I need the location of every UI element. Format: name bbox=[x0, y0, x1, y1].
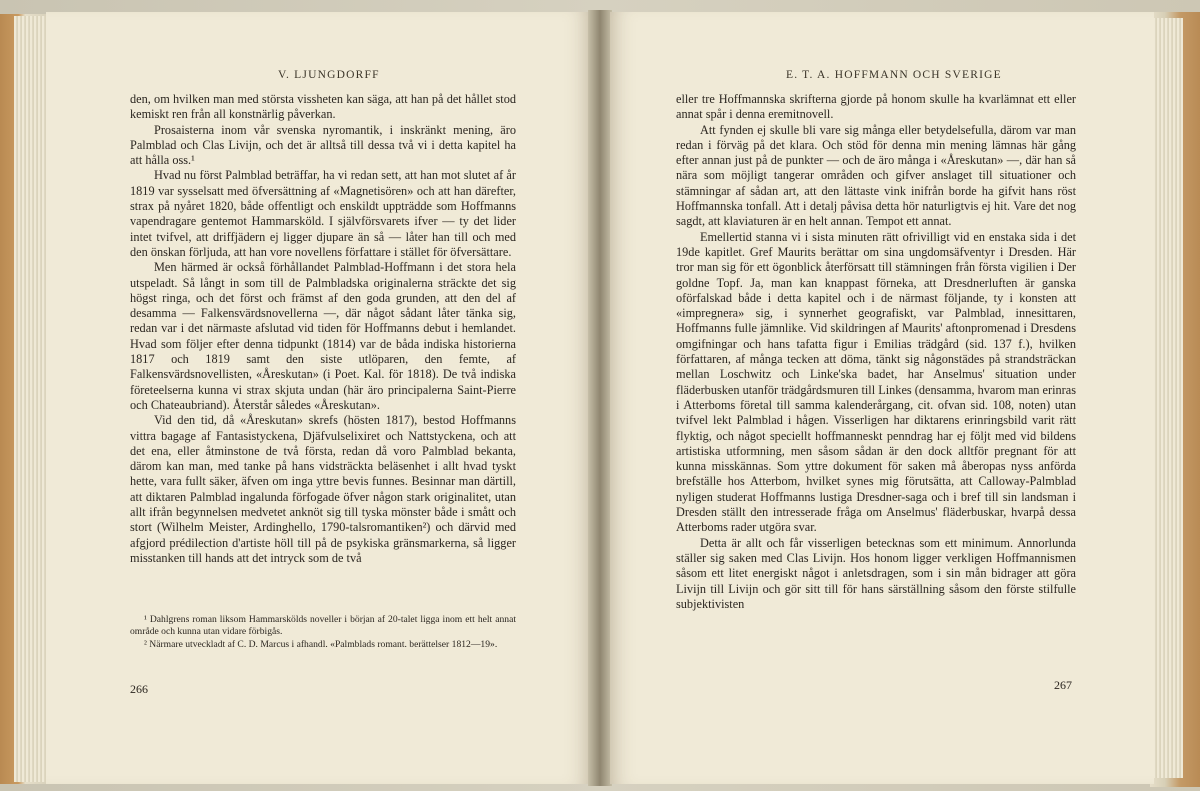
page-edges-right bbox=[1153, 18, 1183, 778]
page-edges-left bbox=[14, 16, 48, 782]
left-body bbox=[130, 92, 516, 566]
right-page-number: 267 bbox=[1054, 678, 1072, 692]
left-paragraph: Prosaisterna inom vår svenska nyromantik, i inskränkt mening, äro Palmblad och Clas Livijn, och det är alltså till dessa två vi i detta kapitel ha att hålla oss.¹ bbox=[130, 122, 516, 168]
left-paragraph: Vid den tid, då «Åreskutan» skrefs (hösten 1817), bestod Hoffmanns vittra bagage af Fantasistyckena, Djäfvulselixiret och Nattstyckena, och att det ena, eller åtminstone de två första, redan då voro Palmblad bekanta, därom kan man, med tanke på hans vidsträckta beläsenhet i allt hvad tyskt hette, vara fullt säker, äfven om inga yttre bevis funnes. Besinnar man därtill, att diktaren Palmblad ingalunda förfogade öfver någon stark originalitet, utan allt ifrån begynnelsen medvetet anknöt sig till tyska mönster både i smått och stort (Wilhelm Meister, Ardinghello, 1790-talsromantiken²) och därvid med afgjord prédilection d'artiste höll till på de psykiska gränsmarkerna, så ligger misstanken till hands att det intryck som de två bbox=[130, 413, 516, 565]
left-paragraph: Hvad nu först Palmblad beträffar, ha vi redan sett, att han mot slutet af år 1819 var sysselsatt med öfversättning af «Magnetisören» och att han därefter, strax på nyåret 1820, både offentligt och enskildt uppträdde som Hoffmanns vapendragare gentemot Hammarsköld. I självförsvarets ifver — ty det lider intet tvifvel, att driffjädern ej ligger djupare än så — låter han till och med den önskan förljuda, att han vore novellens författare i stället för öfversättare. bbox=[130, 168, 516, 259]
right-paragraph: Detta är allt och får visserligen betecknas som ett minimum. Annorlunda ställer sig saken med Clas Livijn. Hos honom ligger verkligen Hoffmannismen såsom ett litet energiskt något i anletsdragen, som i sin mån bidrager att göra Livijn till Livijn och gör sitt till för hans särställning såsom den förste stilfulle subjektivisten bbox=[676, 535, 1076, 611]
footnote: ² Närmare utveckladt af C. D. Marcus i afhandl. «Palmblads romant. berättelser 1812—19». bbox=[144, 639, 498, 650]
left-page bbox=[46, 12, 590, 784]
left-paragraph: den, om hvilken man med största vissheten kan säga, att han på det hållet stod kemiskt ren från all konstnärlig påverkan. bbox=[130, 92, 516, 122]
right-page bbox=[610, 12, 1154, 784]
footnote: ¹ Dahlgrens roman liksom Hammarskölds noveller i början af 20-talet ligga inom ett helt annat område och kunna utan vidare förbigås. bbox=[130, 614, 516, 637]
left-paragraph: Men härmed är också förhållandet Palmblad-Hoffmann i det stora hela utspeladt. Så långt in som till de Palmbladska originalerna sträckte det sig högst ringa, och det först och främst af den goda grunden, att den del af desamma — Falkensvärdsnovellerna —, där något sådant låter tänka sig, redan var i det närmaste afslutad vid tiden för Hoffmanns debut i hemlandet. Hvad som följer efter denna tidpunkt (1814) var de båda indiska historierna 1817 och 1819 samt den siste utlöparen, den femte, af Falkensvärdsnovellisten, «Åreskutan» (i Poet. Kal. för 1818). De två indiska företeelserna kunna vi strax skjuta undan (här äro principalerna Saint-Pierre och Chateaubriand). Återstår således «Åreskutan». bbox=[130, 260, 516, 412]
left-footnotes bbox=[130, 614, 516, 652]
left-running-header: V. LJUNGDORFF bbox=[278, 69, 380, 81]
right-paragraph: eller tre Hoffmannska skrifterna gjorde på honom skulle ha kvarlämnat ett eller annat spår i denna eremitnovell. bbox=[676, 92, 1076, 122]
right-body bbox=[676, 92, 1076, 612]
left-page-number: 266 bbox=[130, 682, 148, 696]
right-paragraph: Att fynden ej skulle bli vare sig många eller betydelsefulla, därom var man redan i förväg på det klara. Och stöd för denna min mening lämnas här gång efter annan just på de punkter — och de äro många i «Åreskutan» —, där han så nära som möjligt tangerar områden och gifver anslaget till situationer och stämningar af sådan art, att den lättaste vink inifrån borde ha gifvit hans röst Hoffmannska tonfall. Att i detalj påvisa detta hör naturligtvis ej hit. Vare det nog sagdt, att klaviaturen är en helt annan. Tempot ett annat. bbox=[676, 122, 1076, 229]
book-gutter bbox=[588, 10, 612, 786]
right-paragraph: Emellertid stanna vi i sista minuten rätt ofrivilligt vid en enstaka sida i det 19de kapitlet. Gref Maurits berättar om sina ungdomsäfventyr i Dresden. Här tror man sig för ett ögonblick återförsatt till stämningen från första vigilien i Der goldne Topf. Ja, man kan knappast förneka, att Dresdnerluften är ganska oförfalskad både i detta kapitel och i de närmast följande, ty i konsten att «impregnera» sig, i synnerhet geografiskt, var Palmblad, innesittaren, Hoffmanns fulle jämnlike. Vid skildringen af Maurits' aftonpromenad i Dresdens omgifningar och hans tafatta figur i Emilias trädgård (sid. 137 f.), hvilken författaren, af många tecken att döma, tänkt sig någonstädes på strandsträckan mellan Loschwitz och Linke'ska badet, har Anselmus' situation under fläderbusken utanför trädgårdsmuren till Linkes (densamma, hvarom man erinras i Atterboms företal till samma kalenderårgang, cit. ofvan sid. 108, noten) utan tvifvel lekt Palmblad i hågen. Visserligen har diktarens erinringsbild varit rätt flyktig, och något speciellt hoffmanneskt penndrag har ej följt med vid bildens artistiska utformning, men såsom sådan är den dock alltför pregnant för att kunna misskännas. Som yttre dokument för saken må åberopas nyss anförda brefställe hos Atterbom, hvilket synes mig förutsätta, att Calloway-Palmblad nyligen studerat Hoffmanns lustiga Dresdner-saga och i bref till sin landsman i Dresden ställt den intresserade fråga om Anselmus' fläderbuskar, hvarpå dessa Atterboms rader utgöra svar. bbox=[676, 229, 1076, 535]
right-running-header: E. T. A. HOFFMANN OCH SVERIGE bbox=[786, 69, 1002, 81]
